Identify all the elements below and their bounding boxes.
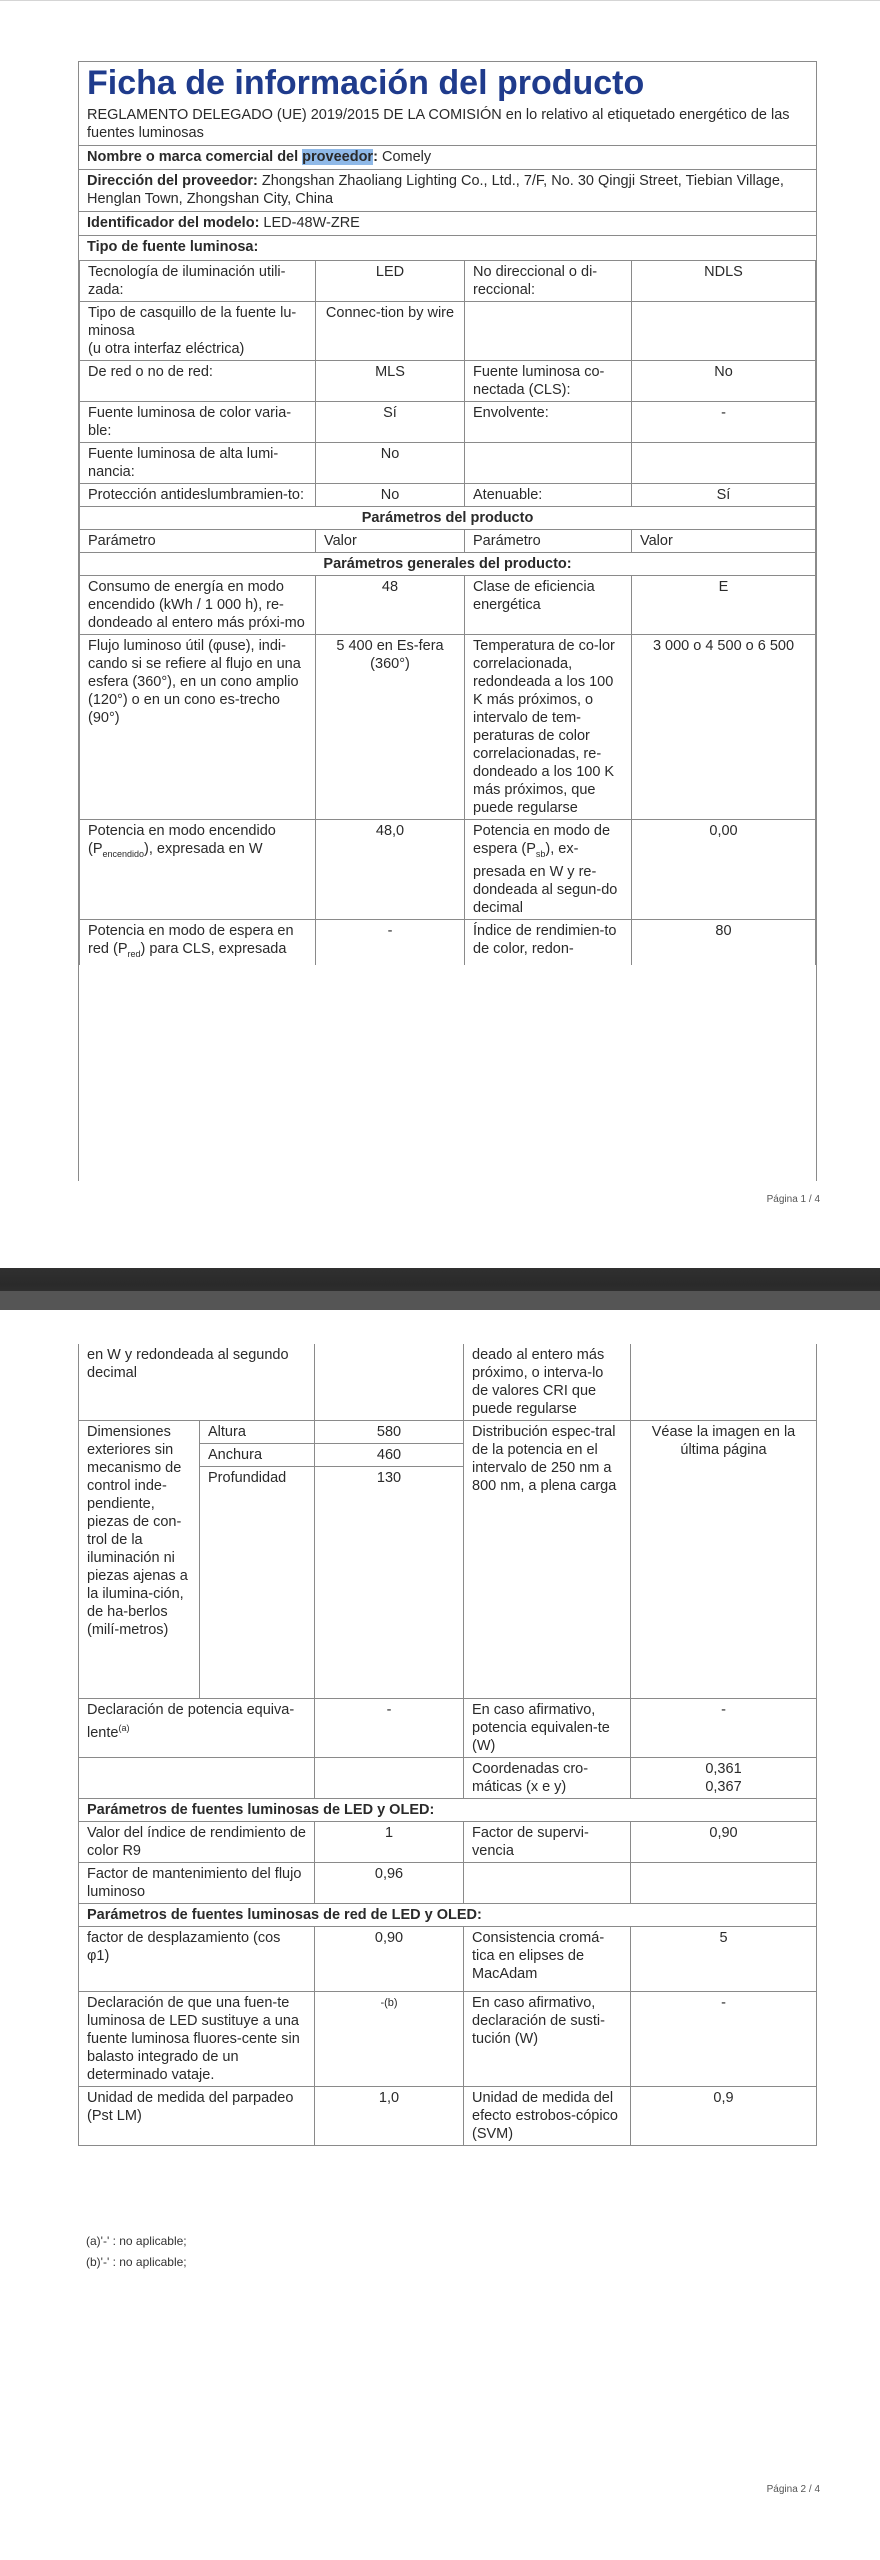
table-cell: 5 <box>631 1927 817 1992</box>
table-cell: - <box>316 919 465 964</box>
table-cell: LED <box>316 261 465 302</box>
table-cell: Altura <box>200 1421 315 1444</box>
table-cell: Profundidad <box>200 1467 315 1699</box>
address-row <box>79 169 816 211</box>
table-cell: No <box>632 361 816 402</box>
table-cell: - <box>631 1992 817 2087</box>
table-cell <box>80 302 316 361</box>
table-cell: Fuente luminosa de color varia-ble: <box>80 402 316 443</box>
table-cell: Dimensiones exteriores sin mecanismo de control inde-pendiente, piezas de con-trol de la iluminación ni piezas ajenas a la ilumina-ción, de ha-berlos (milí-metros) <box>79 1421 200 1699</box>
table-row <box>79 1421 817 1444</box>
table-cell <box>632 443 816 484</box>
cell-text: Potencia en modo de espera en red (P <box>88 922 294 957</box>
params-table-1 <box>79 260 816 965</box>
table-cell: Sí <box>316 402 465 443</box>
table-row <box>79 1822 817 1863</box>
table-row <box>80 820 816 920</box>
table-cell: MLS <box>316 361 465 402</box>
table-row <box>79 1992 817 2087</box>
table-cell <box>465 302 632 361</box>
section-row <box>80 507 816 530</box>
column-header: Parámetro <box>80 530 316 553</box>
cell-text: 0,361 <box>705 1761 742 1777</box>
table-cell: - <box>315 1699 464 1758</box>
params-table-2 <box>78 1344 817 2146</box>
table-cell <box>79 1758 315 1799</box>
table-cell <box>631 1863 817 1904</box>
product-info-sheet-continued <box>78 1344 817 2146</box>
table-cell: No <box>316 484 465 507</box>
footnote-b: (b)'-' : no aplicable; <box>86 2255 187 2269</box>
table-cell: Sí <box>632 484 816 507</box>
table-cell: Temperatura de co-lor correlacionada, redondeada a los 100 K más próximos, o intervalo de tem-peraturas de color correlacionadas, re-dondeado a los 100 K más próximos, que puede regularse <box>465 635 632 820</box>
table-cell: 1 <box>315 1822 464 1863</box>
page-separator-shadow <box>0 1291 880 1310</box>
table-row <box>79 1344 817 1421</box>
table-row <box>80 484 816 507</box>
table-cell: 0,90 <box>315 1927 464 1992</box>
cell-text: Tipo de casquillo de la fuente lu-minosa <box>88 305 297 339</box>
header-row <box>80 530 816 553</box>
table-cell: 80 <box>632 919 816 964</box>
table-cell: 0,9 <box>631 2087 817 2146</box>
product-info-sheet <box>78 61 817 1181</box>
table-cell: Véase la imagen en la última página <box>631 1421 817 1699</box>
cell-text: Declaración de potencia equiva-lente <box>87 1702 295 1741</box>
regulation-text: REGLAMENTO DELEGADO (UE) 2019/2015 DE LA COMISIÓN en lo relativo al etiquetado energético de las fuentes luminosas <box>87 107 790 141</box>
table-cell: deado al entero más próximo, o interva-lo de valores CRI que puede regularse <box>464 1344 631 1421</box>
table-row <box>79 1758 817 1799</box>
table-cell: En caso afirmativo, declaración de susti-tución (W) <box>464 1992 631 2087</box>
subscript: red <box>127 948 141 959</box>
table-row <box>79 1863 817 1904</box>
table-cell <box>80 919 316 964</box>
table-cell: 580 <box>315 1421 464 1444</box>
table-cell: 0,90 <box>631 1822 817 1863</box>
footnote-a: (a)'-' : no aplicable; <box>86 2234 187 2248</box>
table-cell: Consumo de energía en modo encendido (kWh / 1 000 h), re-dondeado al entero más próxi-mo <box>80 576 316 635</box>
table-cell <box>631 1344 817 1421</box>
address-label: Dirección del proveedor: <box>87 173 258 189</box>
address-value: Zhongshan Zhaoliang Lighting Co., Ltd., 7/F, No. 30 Qingji Street, Tiebian Village, Henglan Town, Zhongshan City, China <box>87 173 784 207</box>
table-row <box>80 261 816 302</box>
supplier-row <box>79 145 816 169</box>
model-row <box>79 211 816 235</box>
cell-text: ) para CLS, expresada <box>140 940 287 957</box>
page-number: Página 1 / 4 <box>766 1194 820 1205</box>
source-type-label: Tipo de fuente luminosa: <box>87 239 259 255</box>
table-cell <box>464 1863 631 1904</box>
table-cell: - <box>631 1699 817 1758</box>
table-cell: Declaración de que una fuen-te luminosa de LED sustituye a una fuente luminosa fluores-cente sin balasto integrado de un determinado vataje. <box>79 1992 315 2087</box>
table-row <box>80 302 816 361</box>
table-row <box>79 1927 817 1992</box>
table-cell: 5 400 en Es-fera (360°) <box>316 635 465 820</box>
table-cell <box>465 443 632 484</box>
table-cell: Envolvente: <box>465 402 632 443</box>
table-cell: NDLS <box>632 261 816 302</box>
table-cell: Unidad de medida del parpadeo (Pst LM) <box>79 2087 315 2146</box>
table-cell <box>465 820 632 920</box>
section-heading: Parámetros de fuentes luminosas de red de LED y OLED: <box>79 1904 817 1927</box>
table-row <box>79 1699 817 1758</box>
table-cell: E <box>632 576 816 635</box>
table-cell: Índice de rendimien-to de color, redon- <box>465 919 632 964</box>
superscript: (a) <box>118 1723 130 1733</box>
cell-text: Potencia en modo encendido (P <box>88 823 276 857</box>
table-cell: 48 <box>316 576 465 635</box>
table-cell: Consistencia cromá-tica en elipses de MacAdam <box>464 1927 631 1992</box>
section-heading: Parámetros generales del producto: <box>80 553 816 576</box>
page-title: Ficha de información del producto <box>87 64 645 102</box>
table-cell: - <box>632 402 816 443</box>
table-cell: 130 <box>315 1467 464 1699</box>
table-cell: 48,0 <box>316 820 465 920</box>
table-cell <box>79 1699 315 1758</box>
supplier-value: Comely <box>377 149 432 165</box>
table-row <box>80 576 816 635</box>
table-cell: Flujo luminoso útil (φuse), indi-cando si se refiere al flujo en una esfera (360°), en un cono amplio (120°) o en un cono es-trecho (90°) <box>80 635 316 820</box>
source-type-row <box>79 235 816 260</box>
table-cell: Factor de mantenimiento del flujo luminoso <box>79 1863 315 1904</box>
table-cell: 0,00 <box>632 820 816 920</box>
table-cell: De red o no de red: <box>80 361 316 402</box>
highlighted-word: proveedor <box>302 149 374 165</box>
table-cell <box>632 302 816 361</box>
colon: : <box>373 149 378 165</box>
model-value: LED-48W-ZRE <box>259 215 360 231</box>
cell-text: ), expresada en W <box>144 841 263 857</box>
table-cell: Atenuable: <box>465 484 632 507</box>
table-row <box>79 2087 817 2146</box>
table-cell: Unidad de medida del efecto estrobos-cópico (SVM) <box>464 2087 631 2146</box>
cell-text: (u otra interfaz eléctrica) <box>88 341 245 357</box>
subscript: sb <box>535 848 546 859</box>
table-cell: Valor del índice de rendimiento de color R9 <box>79 1822 315 1863</box>
table-cell <box>315 1344 464 1421</box>
table-cell: factor de desplazamiento (cos φ1) <box>79 1927 315 1992</box>
table-cell: Protección antideslumbramien-to: <box>80 484 316 507</box>
subscript: encendido <box>102 848 145 859</box>
table-row <box>80 443 816 484</box>
model-label: Identificador del modelo: <box>87 215 260 231</box>
page-2 <box>0 1310 880 2560</box>
section-heading: Parámetros del producto <box>80 507 816 530</box>
table-cell: Anchura <box>200 1444 315 1467</box>
table-cell <box>631 1758 817 1799</box>
table-cell: 0,96 <box>315 1863 464 1904</box>
table-cell: Factor de supervi-vencia <box>464 1822 631 1863</box>
table-cell: Distribución espec-tral de la potencia en el intervalo de 250 nm a 800 nm, a plena carga <box>464 1421 631 1699</box>
table-cell: -(b) <box>315 1992 464 2087</box>
table-cell <box>315 1758 464 1799</box>
table-row <box>80 919 816 964</box>
column-header: Valor <box>632 530 816 553</box>
table-row <box>80 635 816 820</box>
table-cell: 3 000 o 4 500 o 6 500 <box>632 635 816 820</box>
table-cell: Coordenadas cro-máticas (x e y) <box>464 1758 631 1799</box>
column-header: Valor <box>316 530 465 553</box>
cell-text: ), ex-presada en W y re-dondeada al segun-do decimal <box>473 841 618 916</box>
page-number: Página 2 / 4 <box>766 2484 820 2495</box>
section-heading: Parámetros de fuentes luminosas de LED y OLED: <box>79 1799 817 1822</box>
table-cell: en W y redondeada al segundo decimal <box>79 1344 315 1421</box>
table-cell <box>80 820 316 920</box>
table-row <box>80 361 816 402</box>
table-row <box>80 402 816 443</box>
table-cell: 460 <box>315 1444 464 1467</box>
section-row <box>79 1904 817 1927</box>
column-header: Parámetro <box>465 530 632 553</box>
table-cell: Tecnología de iluminación utili-zada: <box>80 261 316 302</box>
table-cell: En caso afirmativo, potencia equivalen-te (W) <box>464 1699 631 1758</box>
table-cell: Fuente luminosa co-nectada (CLS): <box>465 361 632 402</box>
table-cell: No direccional o di-reccional: <box>465 261 632 302</box>
table-cell: Connec-tion by wire <box>316 302 465 361</box>
section-row <box>80 553 816 576</box>
section-row <box>79 1799 817 1822</box>
cell-text: 0,367 <box>705 1779 742 1795</box>
cell-text: Potencia en modo de espera (P <box>473 823 611 857</box>
table-cell: Fuente luminosa de alta lumi-nancia: <box>80 443 316 484</box>
table-cell: Clase de eficiencia energética <box>465 576 632 635</box>
supplier-label: Nombre o marca comercial del <box>87 149 303 165</box>
table-cell: 1,0 <box>315 2087 464 2146</box>
table-cell: No <box>316 443 465 484</box>
